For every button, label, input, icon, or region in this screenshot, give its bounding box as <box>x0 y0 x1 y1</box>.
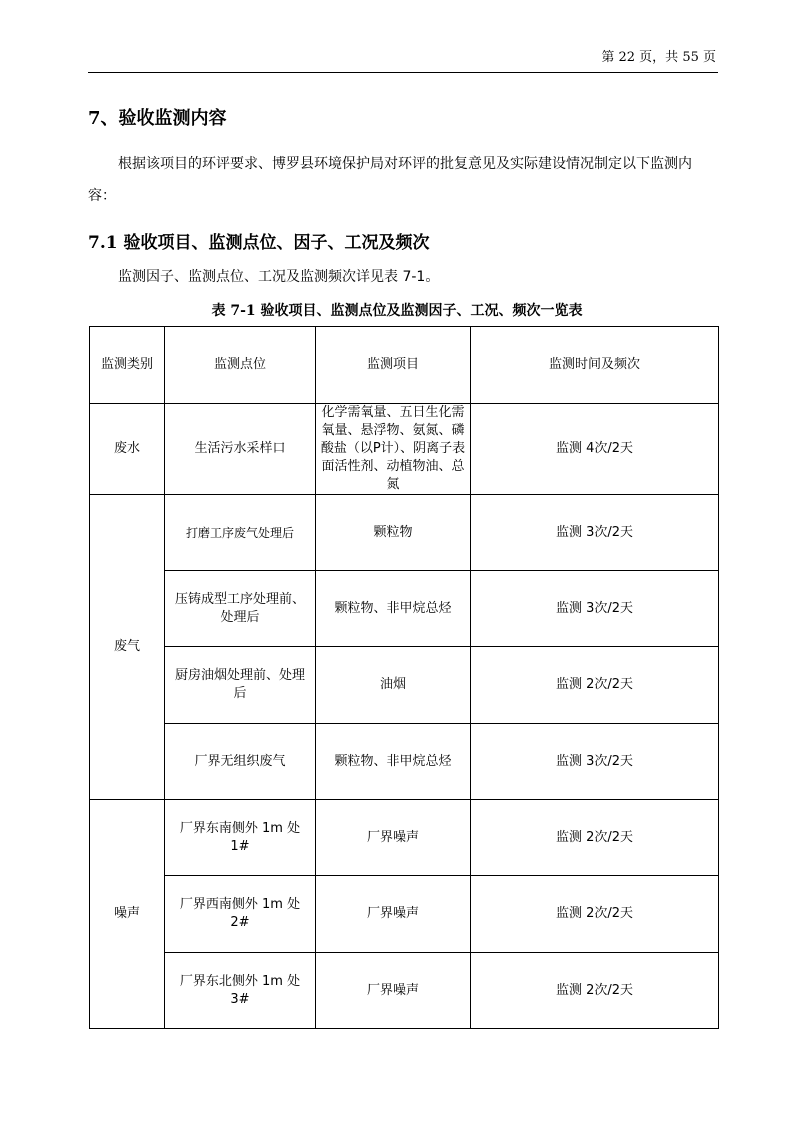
frequency-cell: 监测 2次/2天 <box>471 800 719 876</box>
frequency-cell: 监测 2次/2天 <box>471 647 719 724</box>
table-row <box>90 495 719 571</box>
header-cell-point: 监测点位 <box>165 327 316 404</box>
items-cell: 油烟 <box>316 647 471 724</box>
point-cell: 压铸成型工序处理前、处理后 <box>165 571 316 647</box>
items-cell: 厂界噪声 <box>316 800 471 876</box>
items-cell: 颗粒物、非甲烷总烃 <box>316 724 471 800</box>
items-cell: 颗粒物、非甲烷总烃 <box>316 571 471 647</box>
page-number: 第 22 页，共 55 页 <box>601 50 716 65</box>
table-row <box>90 404 719 495</box>
point-cell: 厂界西南侧外 1m 处 2# <box>165 876 316 953</box>
subsection-title: 7.1 验收项目、监测点位、因子、工况及频次 <box>88 233 430 253</box>
table-row <box>90 953 719 1029</box>
table-row <box>90 571 719 647</box>
table-row <box>90 876 719 953</box>
point-cell: 打磨工序废气处理后 <box>165 495 316 571</box>
frequency-cell: 监测 3次/2天 <box>471 495 719 571</box>
items-cell: 颗粒物 <box>316 495 471 571</box>
items-cell: 化学需氧量、五日生化需氧量、悬浮物、氨氮、磷酸盐（以P计）、阴离子表面活性剂、动植物油、总氮 <box>316 404 471 495</box>
table-row <box>90 647 719 724</box>
frequency-cell: 监测 2次/2天 <box>471 876 719 953</box>
table-reference-text: 监测因子、监测点位、工况及监测频次详见表 7-1。 <box>118 269 440 285</box>
frequency-cell: 监测 2次/2天 <box>471 953 719 1029</box>
frequency-cell: 监测 3次/2天 <box>471 571 719 647</box>
table-header-row <box>90 327 719 404</box>
items-cell: 厂界噪声 <box>316 876 471 953</box>
frequency-cell: 监测 4次/2天 <box>471 404 719 495</box>
items-cell: 厂界噪声 <box>316 953 471 1029</box>
category-cell: 噪声 <box>90 800 165 1029</box>
category-cell: 废气 <box>90 495 165 800</box>
header-rule <box>88 72 718 73</box>
point-cell: 生活污水采样口 <box>165 404 316 495</box>
intro-paragraph: 根据该项目的环评要求、博罗县环境保护局对环评的批复意见及实际建设情况制定以下监测内容： <box>88 156 692 204</box>
frequency-cell: 监测 3次/2天 <box>471 724 719 800</box>
point-cell: 厂界东南侧外 1m 处 1# <box>165 800 316 876</box>
monitoring-table <box>89 326 719 1029</box>
header-cell-category: 监测类别 <box>90 327 165 404</box>
category-cell: 废水 <box>90 404 165 495</box>
header-cell-items: 监测项目 <box>316 327 471 404</box>
header-cell-frequency: 监测时间及频次 <box>471 327 719 404</box>
point-cell: 厨房油烟处理前、处理后 <box>165 647 316 724</box>
table-row <box>90 724 719 800</box>
table-row <box>90 800 719 876</box>
point-cell: 厂界无组织废气 <box>165 724 316 800</box>
section-title: 7、验收监测内容 <box>88 108 227 129</box>
point-cell: 厂界东北侧外 1m 处 3# <box>165 953 316 1029</box>
table-caption: 表 7-1 验收项目、监测点位及监测因子、工况、频次一览表 <box>211 303 583 319</box>
